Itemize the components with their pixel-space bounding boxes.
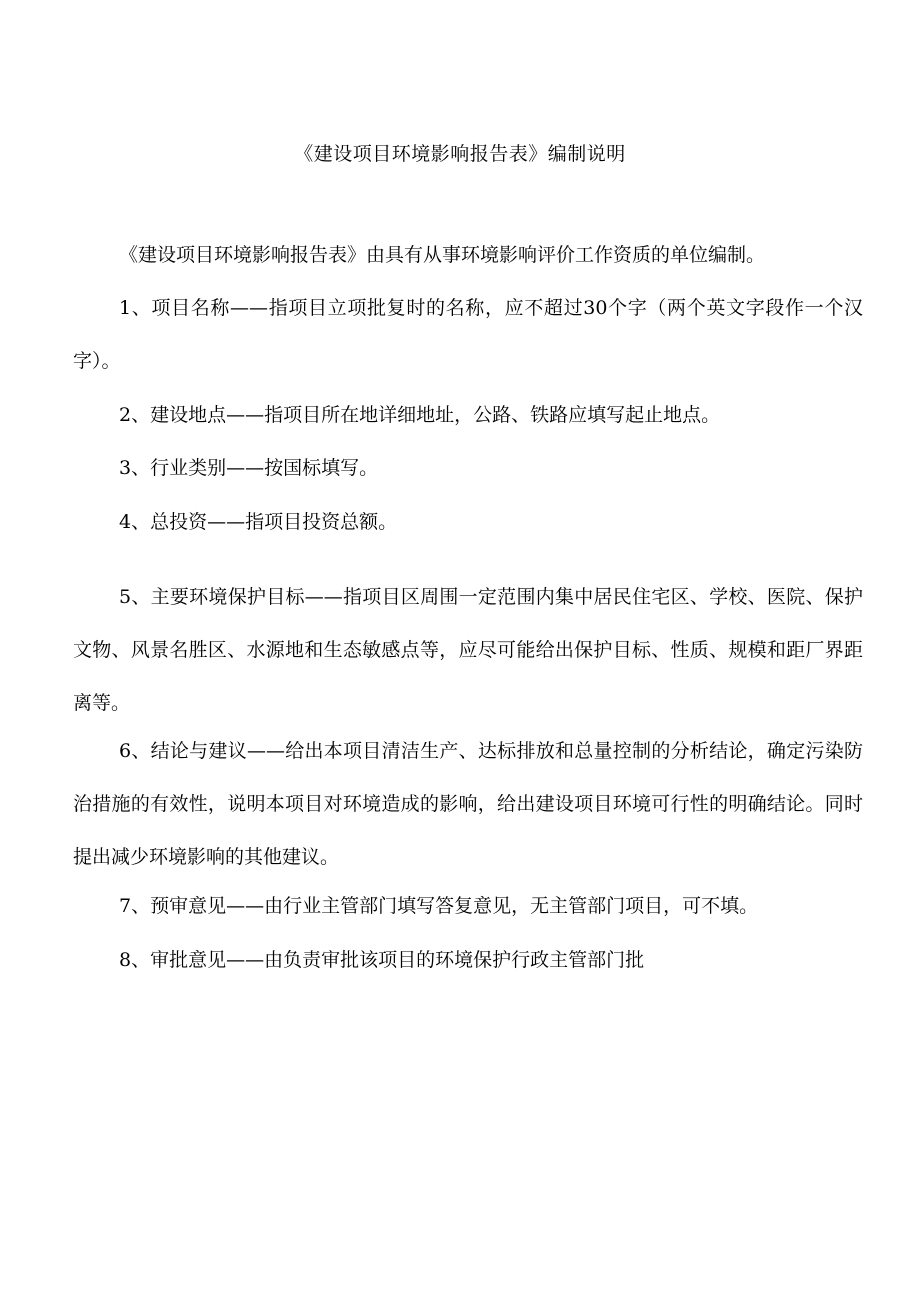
item-conclusions: 6、结论与建议——给出本项目清洁生产、达标排放和总量控制的分析结论，确定污染防治措施的有效性，说明本项目对环境造成的影响，给出建设项目环境可行性的明确结论。同时提出减少环境影响的其他建议。	[73, 740, 863, 868]
item-preliminary-review: 7、预审意见——由行业主管部门填写答复意见，无主管部门项目，可不填。	[119, 895, 759, 917]
item-total-investment: 4、总投资——指项目投资总额。	[119, 511, 398, 533]
item-industry-category: 3、行业类别——按国标填写。	[119, 457, 379, 479]
item-construction-location: 2、建设地点——指项目所在地详细地址，公路、铁路应填写起止地点。	[119, 404, 721, 426]
intro-paragraph: 《建设项目环境影响报告表》由具有从事环境影响评价工作资质的单位编制。	[119, 244, 766, 266]
item-project-name: 1、项目名称——指项目立项批复时的名称，应不超过30个字（两个英文字段作一个汉字）。	[73, 297, 863, 372]
item-protection-targets: 5、主要环境保护目标——指项目区周围一定范围内集中居民住宅区、学校、医院、保护文物、风景名胜区、水源地和生态敏感点等，应尽可能给出保护目标、性质、规模和距厂界距离等。	[73, 586, 863, 714]
document-title: 《建设项目环境影响报告表》编制说明	[294, 143, 626, 165]
item-approval-opinion: 8、审批意见——由负责审批该项目的环境保护行政主管部门批	[119, 949, 645, 971]
